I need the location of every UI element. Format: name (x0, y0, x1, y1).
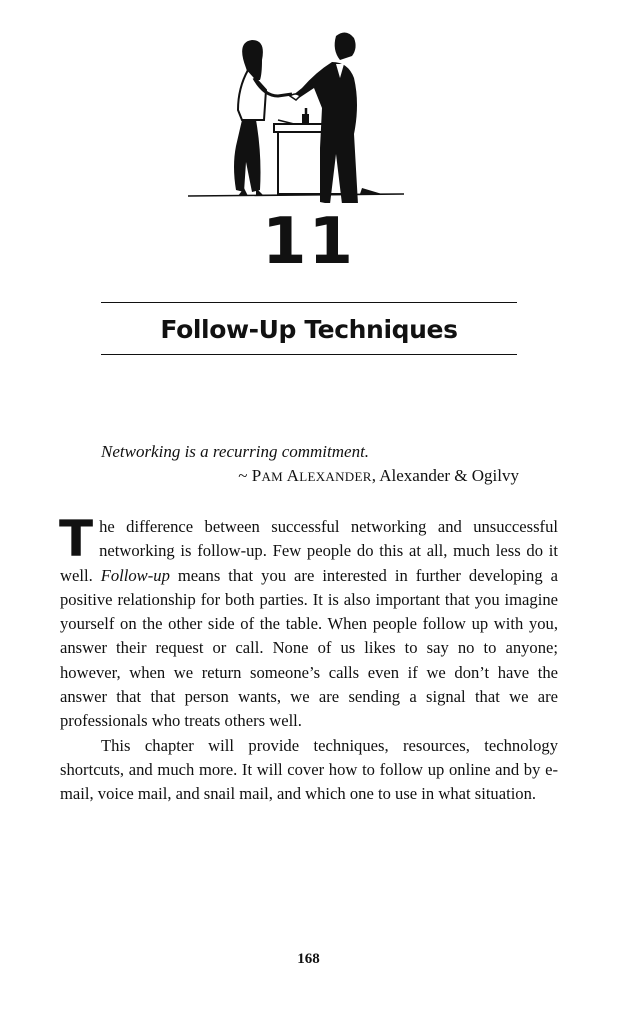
title-rule-top (101, 302, 517, 303)
page-number: 168 (297, 951, 320, 967)
author-first-initial: P (251, 466, 262, 485)
author-last-rest: LEXANDER (299, 469, 372, 484)
epigraph-quote: Networking is a recurring commitment. (101, 442, 370, 461)
chapter-body (59, 510, 558, 807)
epigraph-author (252, 466, 372, 485)
author-first-rest: AM (261, 469, 284, 484)
epigraph-dash: ~ (238, 466, 252, 485)
body-paragraph-1-italic: Follow-up (100, 565, 170, 585)
author-last-initial: A (286, 466, 300, 485)
handshake-icon (186, 28, 406, 203)
drop-cap: T (59, 510, 94, 568)
chapter-number: 11 (261, 205, 356, 279)
title-rule-bottom (101, 354, 517, 355)
chapter-title: Follow-Up Techniques (160, 315, 458, 344)
body-paragraph-1-part-b: means that you are interested in further developing a positive relationship for both parties. It is also important that you imagine yourself on the other side of the table. When people follow up with you, answer their request or call. None of us likes to say no to anyone; however, when we return someone’s calls even if we don’t have the answer that that person wants, we are sending a signal that we are professionals who treats others well. (60, 565, 558, 731)
epigraph (101, 440, 519, 489)
epigraph-attribution (101, 464, 519, 489)
body-paragraph-1 (59, 510, 558, 734)
epigraph-affiliation: , Alexander & Ogilvy (371, 466, 519, 485)
body-paragraph-2: This chapter will provide techniques, resources, technology shortcuts, and much more. It will cover how to follow up online and by e-mail, voice mail, and snail mail, and which one to use in what situation. (60, 735, 558, 804)
body-paragraph-1-part-a: he difference between successful networking and unsuccessful networking is follow-up. Few people do this at all, much less do it well. (60, 517, 558, 585)
